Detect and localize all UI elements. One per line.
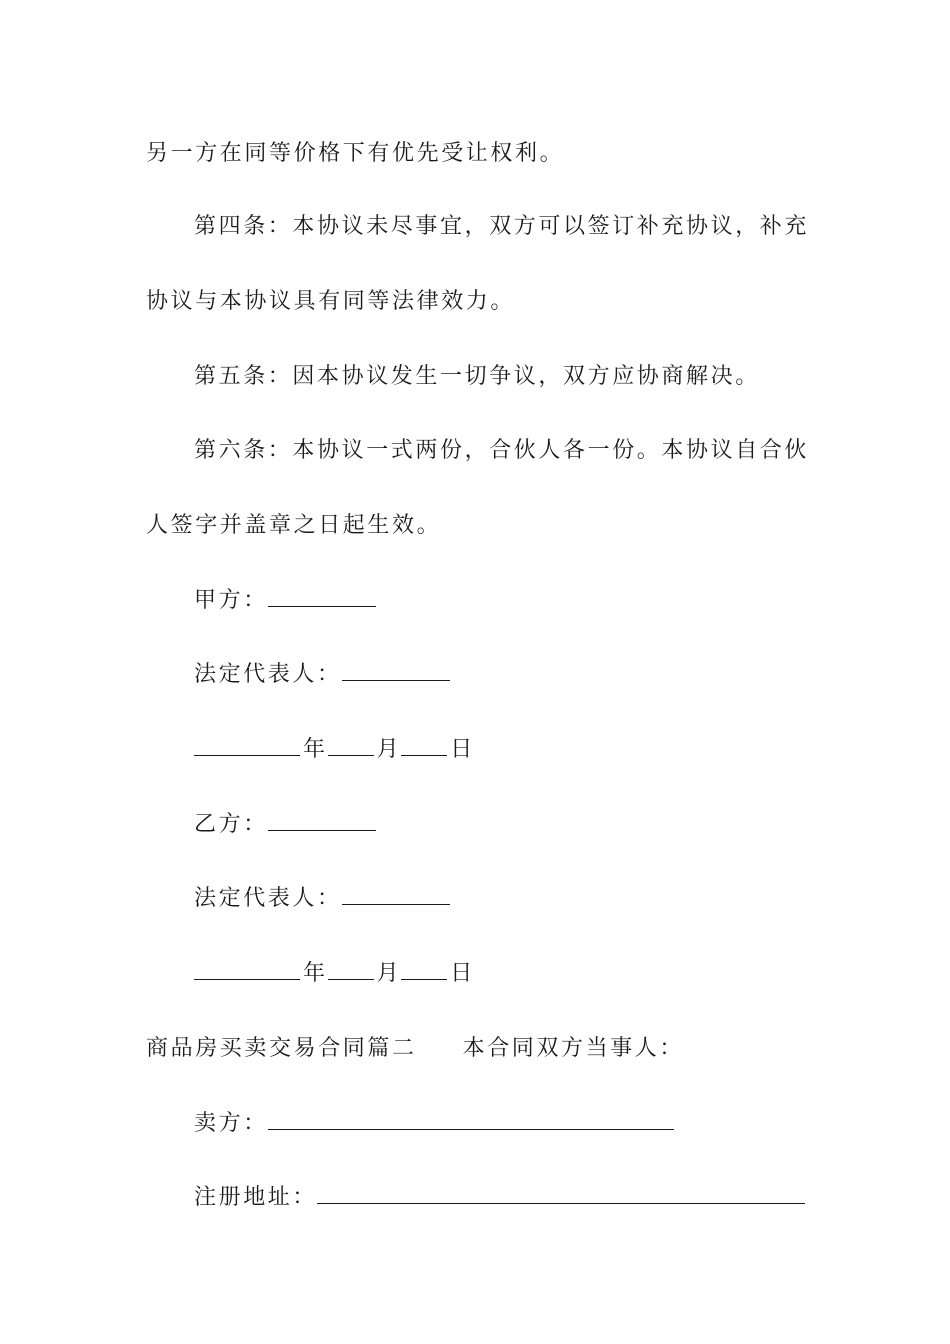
address-row xyxy=(194,1183,808,1213)
party-a-label: 甲方： xyxy=(194,588,268,613)
party-a-blank[interactable] xyxy=(268,586,376,607)
article-five: 第五条：因本协议发生一切争议，双方应协商解决。 xyxy=(194,364,760,389)
party-b-row xyxy=(194,810,379,840)
date-b-year-blank[interactable] xyxy=(194,959,300,980)
date-b-month-label: 月 xyxy=(376,961,402,986)
date-a-row xyxy=(194,735,475,765)
article-six-line-1: 第六条：本协议一式两份，合伙人各一份。本协议自合伙 xyxy=(194,438,810,463)
date-a-month-blank[interactable] xyxy=(328,735,374,756)
legal-rep-b-row xyxy=(194,884,453,914)
legal-rep-b-blank[interactable] xyxy=(342,884,450,905)
seller-label: 卖方： xyxy=(194,1111,268,1136)
party-b-label: 乙方： xyxy=(194,812,268,837)
date-a-year-label: 年 xyxy=(303,737,328,762)
legal-rep-b-label: 法定代表人： xyxy=(194,886,342,911)
legal-rep-a-row xyxy=(194,660,453,690)
article-four-line-1: 第四条：本协议未尽事宜，双方可以签订补充协议，补充 xyxy=(194,214,810,239)
legal-rep-a-blank[interactable] xyxy=(342,660,450,681)
date-b-day-blank[interactable] xyxy=(401,959,447,980)
legal-rep-a-label: 法定代表人： xyxy=(194,662,342,687)
date-b-day-label: 日 xyxy=(450,961,475,986)
seller-blank[interactable] xyxy=(268,1109,674,1130)
address-blank[interactable] xyxy=(317,1183,805,1204)
date-a-year-blank[interactable] xyxy=(194,735,300,756)
section-title: 商品房买卖交易合同篇二 xyxy=(146,1036,417,1061)
date-b-year-label: 年 xyxy=(303,961,328,986)
date-a-month-label: 月 xyxy=(376,737,402,762)
section-heading-row xyxy=(146,1034,684,1064)
seller-row xyxy=(194,1109,677,1139)
article-six-line-2: 人签字并盖章之日起生效。 xyxy=(146,513,442,538)
address-label: 注册地址： xyxy=(194,1185,318,1210)
date-a-day-blank[interactable] xyxy=(401,735,447,756)
article-four-line-2: 协议与本协议具有同等法律效力。 xyxy=(146,289,516,314)
section-intro: 本合同双方当事人： xyxy=(462,1036,685,1061)
date-a-day-label: 日 xyxy=(450,737,475,762)
party-b-blank[interactable] xyxy=(268,810,376,831)
date-b-month-blank[interactable] xyxy=(328,959,374,980)
paragraph-line-1: 另一方在同等价格下有优先受让权利。 xyxy=(146,141,565,166)
party-a-row xyxy=(194,586,379,616)
date-b-row xyxy=(194,959,475,989)
